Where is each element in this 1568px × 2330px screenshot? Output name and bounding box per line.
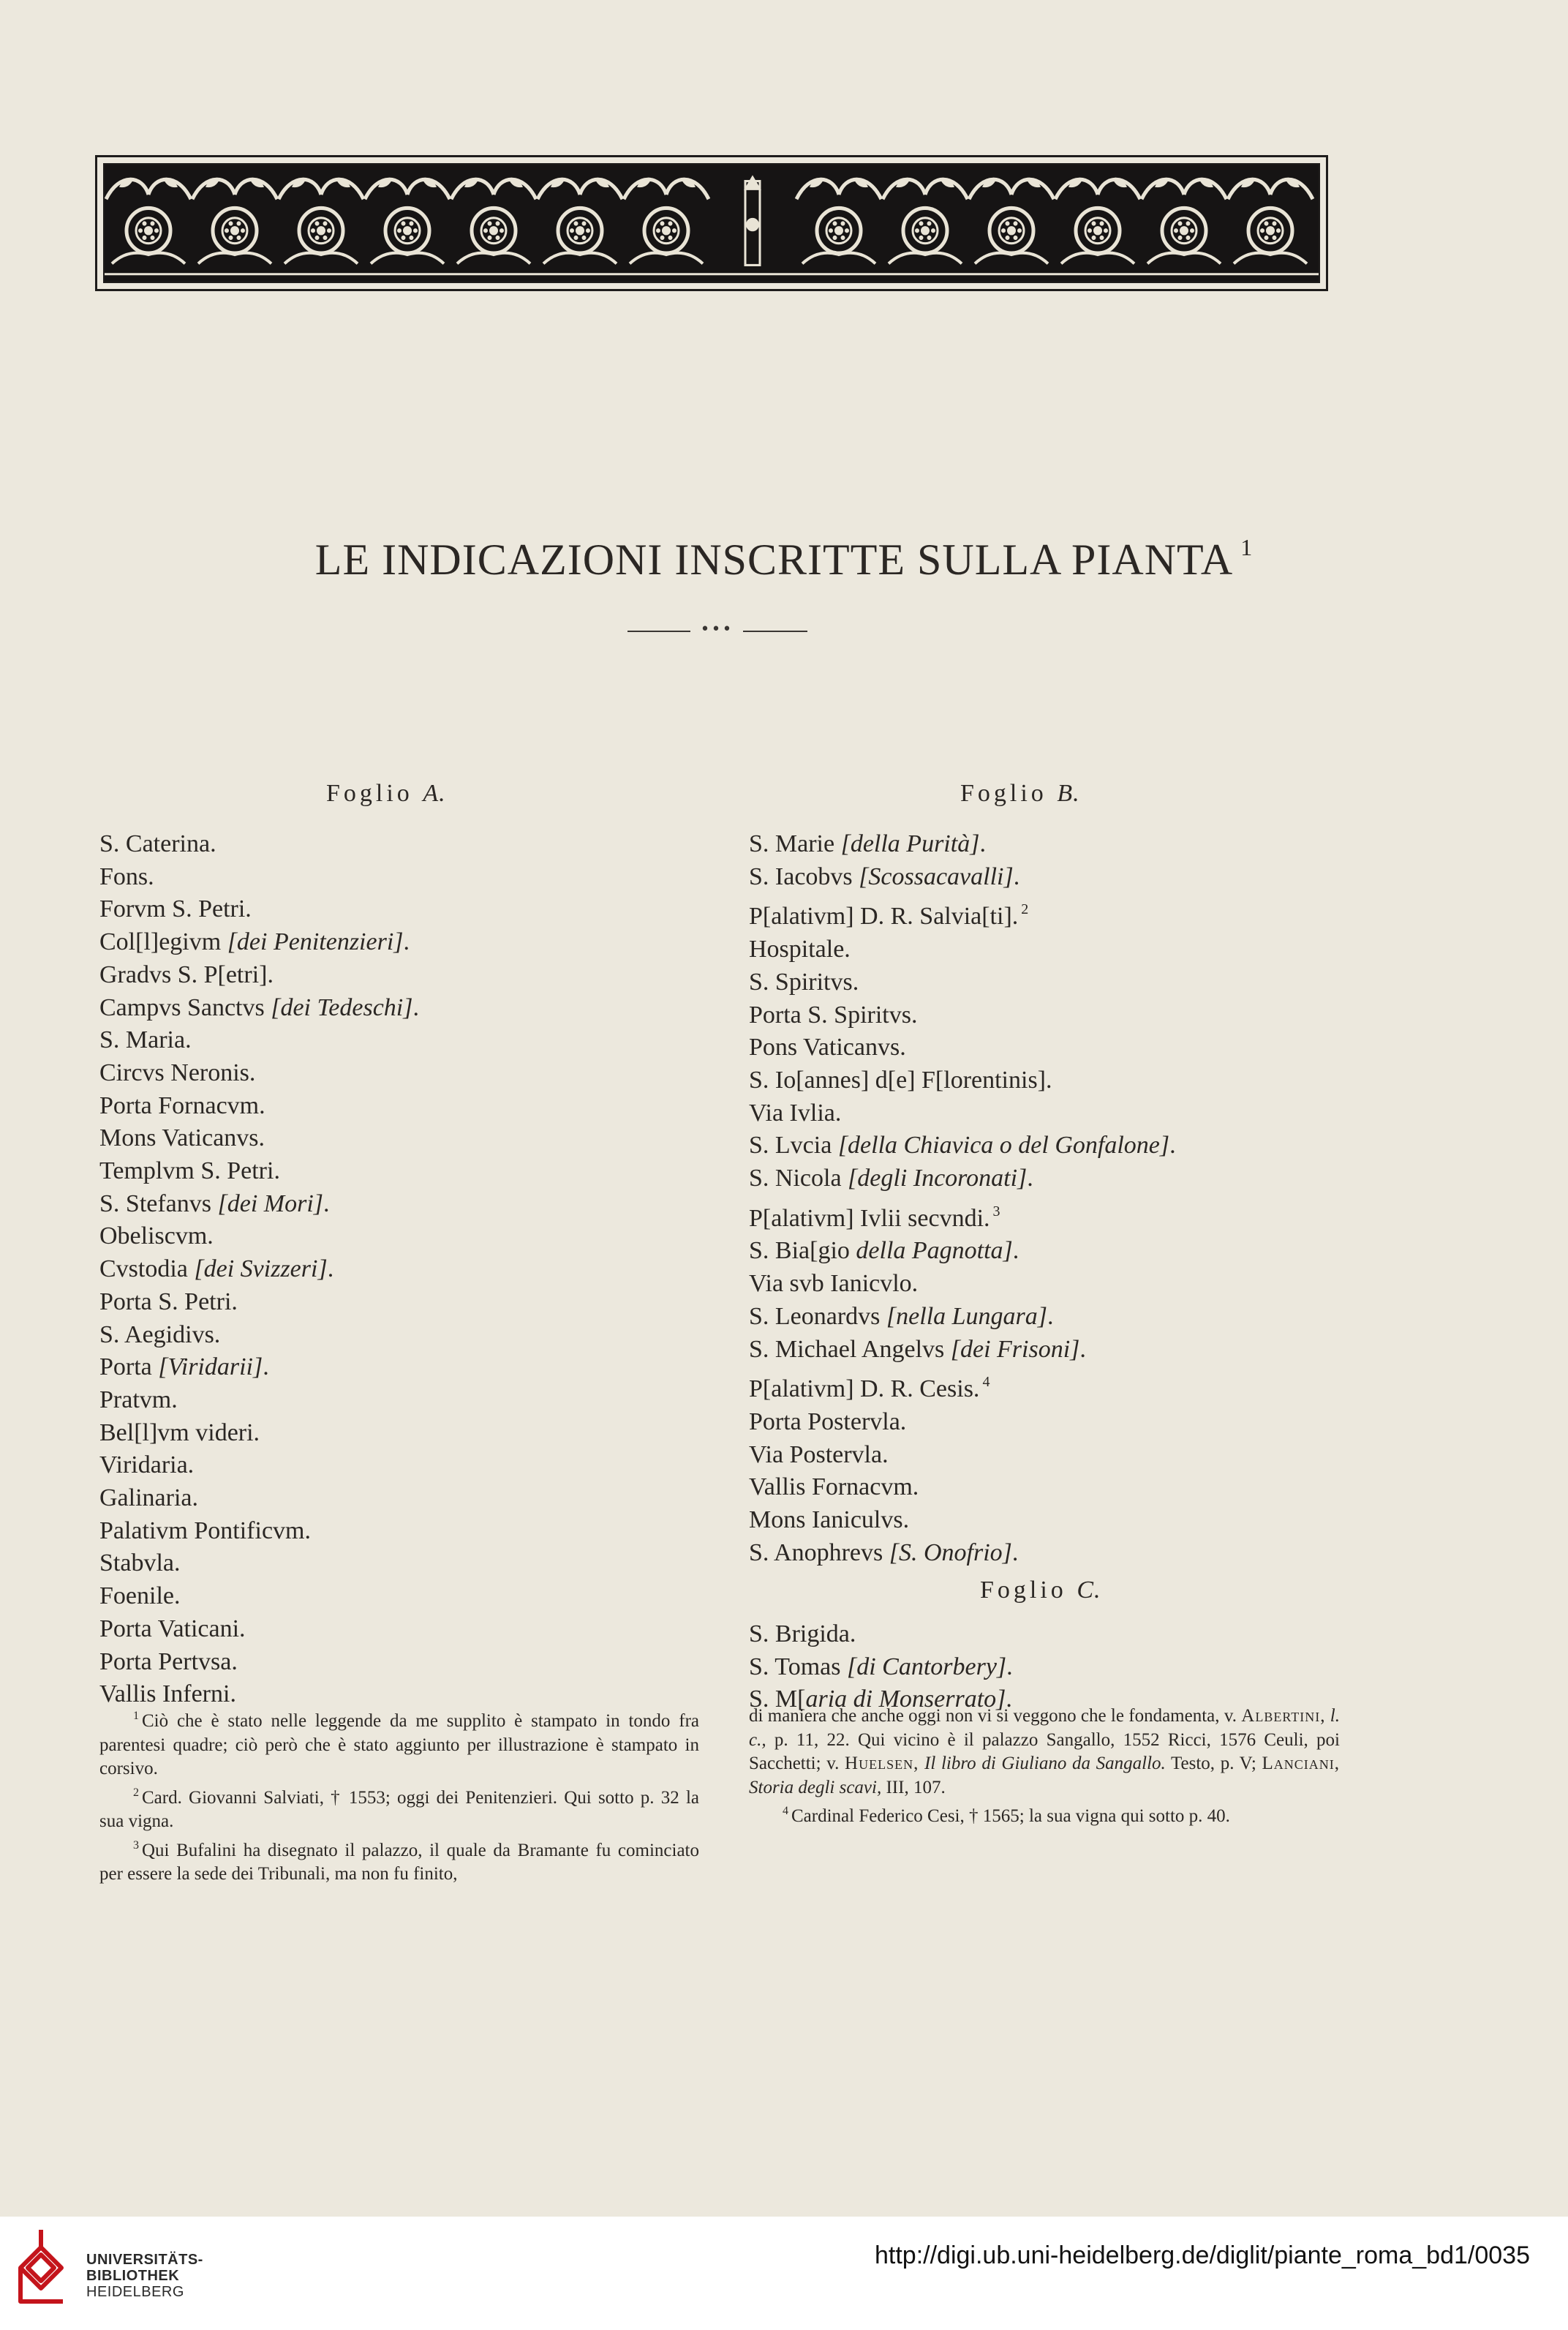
entry-footnote-mark: 2 [1021,901,1029,918]
place-entry [749,1618,1378,1651]
entry-text: Cvstodia [99,1255,195,1283]
footnote-text: III, 107. [886,1777,946,1797]
logo-line-2: BIBLIOTHEK [86,2268,180,2284]
entry-text: S. Iacobvs [749,863,859,890]
entry-punct: . [979,830,986,857]
place-entry [99,861,728,894]
entry-text: S. Aegidivs. [99,1320,221,1348]
entry-text: S. Marie [749,830,841,857]
ornament-pattern [103,163,1320,283]
entry-text: S. Io[annes] d[e] F[lorentinis]. [749,1066,1052,1094]
folio-c-heading [980,1576,1101,1604]
entry-italic-addition: [di Cantorbery] [846,1653,1007,1680]
entry-text: Obeliscvm. [99,1222,214,1250]
entry-punct: . [403,928,410,956]
folio-a-heading [326,780,446,808]
entry-punct: . [1011,1538,1019,1566]
place-entry [99,1384,728,1417]
place-entry [749,1097,1378,1130]
book-title: Il libro di Giuliano da Sangallo. [924,1754,1166,1773]
place-entry [99,1482,728,1515]
entry-italic-addition: [della Chiavica o del Gonfalone] [837,1132,1170,1160]
place-entry [99,1090,728,1123]
entry-text: Bel[l]vm videri. [99,1418,260,1446]
footnote-number: 4 [783,1805,788,1817]
place-entry [99,1155,728,1188]
entry-italic-addition: [della Purità] [840,830,980,857]
place-entry [99,1417,728,1450]
scroll-ornament-icon [105,165,1319,282]
entry-text: S. Michael Angelvs [749,1335,951,1363]
book-title: Storia degli scavi, [749,1777,882,1797]
folio-label: Foglio [960,780,1047,807]
title-text: LE INDICAZIONI INSCRITTE SULLA PIANTA [314,535,1234,584]
ornamental-header-band [95,155,1328,291]
logo-line-1: UNIVERSITÄTS- [86,2252,203,2268]
place-entry [99,1580,728,1613]
footnote-number: 1 [133,1710,139,1722]
entry-text: Mons Ianiculvs. [749,1506,910,1534]
place-entry [749,1195,1378,1236]
place-entry [99,1319,728,1352]
place-entry [749,1235,1378,1268]
footnote-text: Testo, p. V; [1171,1754,1256,1773]
place-entry [99,1188,728,1221]
entry-text: Pratvm. [99,1386,178,1413]
title-footnote-mark: 1 [1240,534,1254,560]
library-logo-text[interactable] [86,2252,203,2300]
entry-text: S. Anophrevs [749,1538,889,1566]
place-entry [99,959,728,992]
folio-letter: C. [1077,1576,1101,1604]
place-entry [749,999,1378,1032]
place-entry [99,1057,728,1090]
footnote-2 [99,1781,699,1834]
place-entry [749,1504,1378,1537]
entry-punct: . [1013,863,1020,890]
entry-text: S. Tomas [749,1653,847,1680]
entry-text: Gradvs S. P[etri]. [99,961,274,988]
place-entry [749,1406,1378,1439]
entry-italic-addition: [degli Incoronati] [848,1165,1028,1192]
entry-italic-addition: [dei Penitenzieri] [227,928,404,956]
entry-punct: . [1027,1165,1033,1192]
title-rule-left [627,631,690,632]
entry-italic-addition: [dei Svizzeri] [194,1255,328,1283]
footnote-text: Qui Bufalini ha disegnato il palazzo, il quale da Bramante fu cominciato per essere la sede dei Tribunali, ma non fu finito, [99,1840,699,1884]
place-entry [99,926,728,959]
entry-text: Porta Pertvsa. [99,1647,238,1675]
entry-punct: . [263,1353,269,1381]
place-entry [99,1449,728,1482]
author-name: Lanciani, [1262,1754,1341,1773]
entry-italic-addition: [nella Lungara] [886,1302,1048,1330]
folio-b-heading [960,780,1080,808]
entry-text: Porta Fornacvm. [99,1091,265,1119]
footnote-4 [749,1800,1340,1829]
entry-text: Foenile. [99,1582,181,1610]
entry-italic-addition: [S. Onofrio] [889,1538,1012,1566]
entry-text: S. Caterina. [99,830,216,857]
library-logo-icon[interactable] [16,2225,67,2307]
place-entry [749,966,1378,999]
footnote-1 [99,1705,699,1781]
entry-text: S. Maria. [99,1026,192,1054]
entry-text: Via Ivlia. [749,1099,842,1127]
place-entry [99,1547,728,1580]
footnote-text: Cardinal Federico Cesi, † 1565; la sua vigna qui sotto p. 40. [791,1806,1230,1826]
folio-b-list [749,828,1378,1569]
entry-italic-addition: [dei Tedeschi] [271,993,413,1021]
entry-text: P[alativm] D. R. Salvia[ti]. [749,903,1019,931]
library-footer [0,2217,1568,2330]
title-rule-dots: ••• [700,620,734,639]
author-name: Huelsen, [845,1754,919,1773]
entry-text: Vallis Fornacvm. [749,1473,919,1501]
entry-text: Pons Vaticanvs. [749,1034,906,1061]
entry-text: Mons Vaticanvs. [99,1124,265,1152]
footnote-3 [99,1834,699,1887]
logo-line-3: HEIDELBERG [86,2284,184,2300]
place-entry [99,1613,728,1646]
entry-text: S. Lvcia [749,1132,838,1160]
footnote-text: p. 11, 22. Qui vicino è il palazzo Sangallo, 1552 Ricci, 1576 Ceuli, poi Sacchetti; v. [749,1729,1341,1773]
place-entry [749,1537,1378,1570]
entry-text: Porta S. Spiritvs. [749,1001,918,1029]
entry-punct: . [1047,1302,1054,1330]
entry-text: P[alativm] D. R. Cesis. [749,1375,980,1403]
entry-text: Fons. [99,863,154,890]
entry-text: P[alativm] Ivlii secvndi. [749,1204,990,1232]
folio-label: Foglio [980,1576,1067,1604]
place-entry [749,1334,1378,1367]
entry-italic-addition: [Viridarii] [158,1353,263,1381]
footnote-number: 3 [133,1838,139,1852]
entry-text: Porta Vaticani. [99,1615,246,1642]
place-entry [749,1366,1378,1406]
place-entry [99,828,728,861]
place-entry [749,1130,1378,1162]
entry-punct: . [1079,1335,1086,1363]
entry-italic-addition: della Pagnotta] [856,1237,1013,1265]
footnotes-left [99,1705,699,1887]
entry-text: S. M[ [749,1686,806,1713]
entry-text: Via Postervla. [749,1440,889,1468]
folio-label: Foglio [326,780,413,807]
place-entry [99,1253,728,1286]
place-entry [99,1515,728,1548]
entry-text: Circvs Neronis. [99,1059,256,1086]
place-entry [749,1064,1378,1097]
footnote-text: di maniera che anche oggi non vi si veggono che le fondamenta, v. [749,1706,1237,1726]
footnotes-right [749,1705,1340,1829]
entry-text: Vallis Inferni. [99,1680,236,1708]
entry-text: Campvs Sanctvs [99,993,271,1021]
source-url-link[interactable]: http://digi.ub.uni-heidelberg.de/diglit/piante_roma_bd1/0035 [875,2241,1530,2269]
entry-text: Porta Postervla. [749,1408,907,1435]
citation-abbrev: l. c., [749,1706,1340,1750]
place-entry [749,1301,1378,1334]
place-entry [749,1439,1378,1472]
place-entry [749,933,1378,966]
entry-punct: . [323,1190,330,1217]
entry-text: Forvm S. Petri. [99,895,252,923]
place-entry [749,1651,1378,1684]
folio-c-list [749,1618,1378,1716]
place-entry [99,1646,728,1679]
entry-text: Porta S. Petri. [99,1288,238,1315]
place-entry [749,1162,1378,1195]
entry-punct: . [1169,1132,1176,1160]
entry-text: S. Leonardvs [749,1302,886,1330]
entry-text: Porta [99,1353,159,1381]
entry-text: Palativm Pontificvm. [99,1517,311,1544]
place-entry [99,1220,728,1253]
place-entry [749,893,1378,933]
place-entry [749,828,1378,861]
entry-punct: . [412,993,419,1021]
entry-text: S. Stefanvs [99,1190,218,1217]
entry-text: Via svb Ianicvlo. [749,1270,919,1298]
entry-text: Viridaria. [99,1451,195,1479]
place-entry [749,1031,1378,1064]
entry-text: S. Nicola [749,1165,848,1192]
place-entry [749,1268,1378,1301]
folio-letter: A. [423,780,446,807]
entry-text: S. Spiritvs. [749,968,859,996]
footnote-text: Ciò che è stato nelle leggende da me supplito è stampato in tondo fra parentesi quadre; ciò però che è stato aggiunto per illustrazione è stampato in corsivo. [99,1711,699,1778]
entry-italic-addition: aria di Monserrato] [805,1686,1006,1713]
entry-text: Col[l]egivm [99,928,227,956]
entry-punct: . [1006,1653,1013,1680]
folio-letter: B. [1057,780,1080,807]
footnote-number: 2 [133,1786,139,1799]
place-entry [749,1471,1378,1504]
folio-a-list [99,828,728,1711]
entry-italic-addition: [dei Mori] [217,1190,323,1217]
entry-footnote-mark: 3 [992,1203,1000,1220]
entry-italic-addition: [Scossacavalli] [859,863,1014,890]
author-name: Albertini, [1241,1706,1326,1726]
place-entry [749,861,1378,894]
entry-punct: . [327,1255,334,1283]
entry-text: S. Bia[gio [749,1237,856,1265]
footnote-text: Card. Giovanni Salviati, † 1553; oggi dei Penitenzieri. Qui sotto p. 32 la sua vigna. [99,1787,699,1831]
entry-punct: . [1012,1237,1019,1265]
title-rule-right [743,631,807,632]
place-entry [99,893,728,926]
footnote-3-continued [749,1705,1340,1800]
place-entry [99,1286,728,1319]
entry-text: Stabvla. [99,1549,181,1577]
entry-text: S. Brigida. [749,1620,856,1647]
entry-punct: . [1006,1686,1012,1713]
entry-text: Galinaria. [99,1484,198,1512]
entry-italic-addition: [dei Frisoni] [950,1335,1080,1363]
place-entry [99,992,728,1025]
entry-text: Templvm S. Petri. [99,1157,280,1185]
entry-text: Hospitale. [749,936,851,963]
page-title [0,534,1568,585]
place-entry [99,1122,728,1155]
entry-footnote-mark: 4 [982,1374,990,1391]
place-entry [99,1351,728,1384]
place-entry [99,1024,728,1057]
